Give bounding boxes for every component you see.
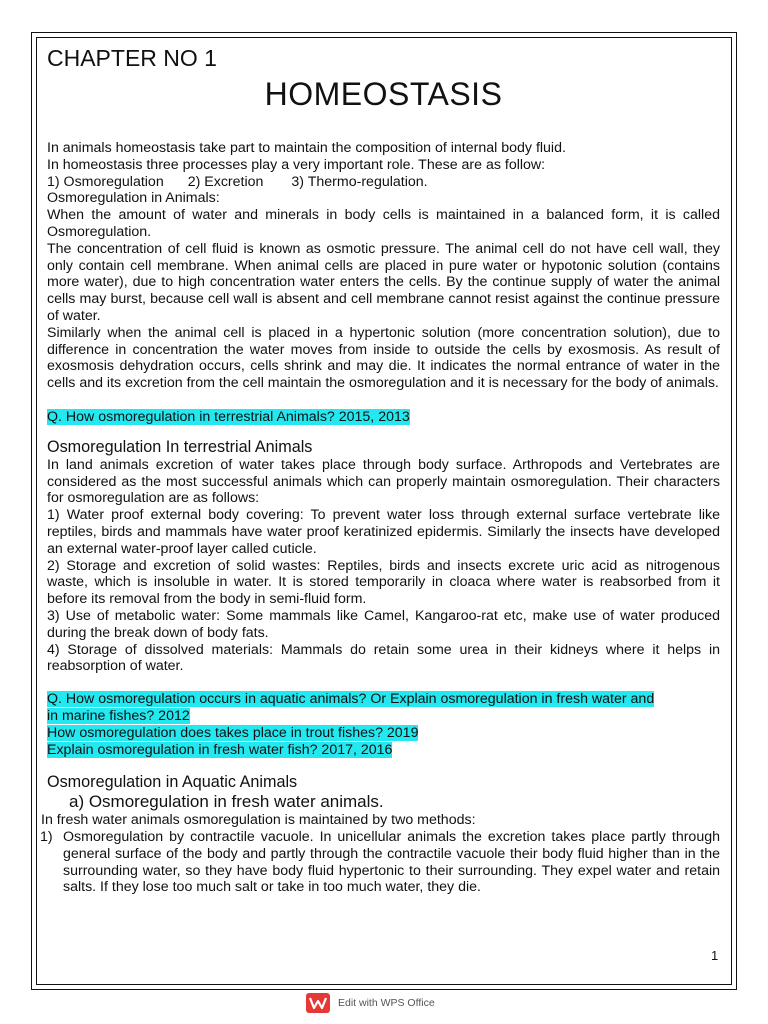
process-1: 1) Osmoregulation — [47, 173, 164, 190]
page-title: HOMEOSTASIS — [264, 76, 503, 112]
question-2 — [47, 691, 720, 758]
terrestrial-item-3: 3) Use of metabolic water: Some mammals like Camel, Kangaroo-rat etc, make use of water produced during the break down of body fats. — [47, 607, 720, 641]
aquatic-heading: Osmoregulation in Aquatic Animals — [47, 773, 298, 792]
question-2-line-4: Explain osmoregulation in fresh water fish? 2017, 2016 — [47, 741, 393, 758]
page-number: 1 — [711, 948, 719, 963]
process-list — [47, 174, 720, 191]
methods-list — [40, 829, 720, 896]
terrestrial-heading: Osmoregulation In terrestrial Animals — [47, 437, 313, 456]
list-item: 1) Osmoregulation by contractile vacuole. In unicellular animals the excretion takes place partly through general surface of the body and partly through the contractile vacuole their body fluid higher than in the surrounding water, so they have body fluid hypertonic to their surrounding. They expel water and retain salts. If they lose too much salt or take in too much water, they die. — [40, 829, 720, 896]
process-2: 2) Excretion — [187, 173, 264, 190]
item-label: 2) Storage and excretion of solid wastes: — [47, 557, 321, 574]
intro-line-2: In homeostasis three processes play a very important role. These are as follow: — [47, 156, 546, 173]
terrestrial-item-1: 1) Water proof external body covering: To prevent water loss through external surface vertebrate like reptiles, birds and mammals have water proof keratinized epidermis. Similarly the insects have developed an external water-proof layer called cuticle. — [47, 507, 720, 557]
hypertonic-paragraph: Similarly when the animal cell is placed in a hypertonic solution (more concentration solution), due to difference in concentration the water moves from inside to outside the cells by exosmosis. As result of exosmosis dehydration occurs, cells shrink and may die. It indicates the normal entrance of water in the cells and its excretion from the cell maintain the osmoregulation and it is necessary for the body of animals. — [47, 324, 720, 392]
item-label: 3) Use of metabolic water: — [47, 607, 221, 624]
wps-footer[interactable] — [306, 991, 435, 1015]
aquatic-subheading: a) Osmoregulation in fresh water animals. — [69, 792, 384, 812]
question-2-line-1: Q. How osmoregulation occurs in aquatic animals? Or Explain osmoregulation in fresh water and — [47, 691, 655, 708]
osmotic-paragraph: The concentration of cell fluid is known as osmotic pressure. The animal cell do not have cell wall, they only contain cell membrane. When animal cells are placed in pure water or hypotonic solution (contains more water), due to high concentration water enters the cells. By the continue supply of water the animal cells may burst, because cell wall is absent and cell membrane cannot resist against the continue pressure of water. — [47, 240, 720, 324]
item-label: 1) Water proof external body covering: — [47, 507, 304, 524]
question-1-highlight: Q. How osmoregulation in terrestrial Animals? 2015, 2013 — [47, 408, 410, 425]
wps-footer-text: Edit with WPS Office — [338, 997, 435, 1009]
terrestrial-item-4: 4) Storage of dissolved materials: Mammals do retain some urea in their kidneys where it helps in reabsorption of water. — [47, 641, 720, 675]
wps-logo-icon — [306, 993, 330, 1013]
document-body — [40, 44, 720, 896]
list-number: 1) — [40, 829, 53, 846]
question-2-line-2: in marine fishes? 2012 — [47, 707, 190, 724]
osmo-heading: Osmoregulation in Animals: — [47, 190, 220, 207]
item-label: 4) Storage of dissolved materials: — [47, 641, 274, 658]
terrestrial-item-2: 2) Storage and excretion of solid wastes: Reptiles, birds and insects excrete uric acid as nitrogenous waste, which is insoluble in water. It is stored temporarily in cloaca where water is reabsorbed from it before its removal from the body in semi-fluid form. — [47, 557, 720, 608]
osmo-definition: When the amount of water and minerals in body cells is maintained in a balanced form, it is called Osmoregulation. — [47, 207, 720, 240]
aquatic-intro: In fresh water animals osmoregulation is maintained by two methods: — [41, 812, 476, 829]
term-hypertonic: hypertonic solution — [349, 324, 471, 341]
process-3: 3) Thermo-regulation. — [291, 173, 428, 190]
terrestrial-intro: In land animals excretion of water takes place through body surface. Arthropods and Vertebrates are considered as the most successful animals which can properly maintain osmoregulation. Their characters for osmoregulation are as follows: — [47, 456, 720, 507]
question-2-line-3: How osmoregulation does takes place in trout fishes? 2019 — [47, 724, 419, 741]
intro-line-1: In animals homeostasis take part to maintain the composition of internal body fluid. — [47, 140, 566, 156]
question-1 — [47, 409, 720, 426]
term-hypotonic: hypotonic solution — [541, 257, 657, 274]
chapter-label: CHAPTER NO 1 — [47, 45, 217, 71]
